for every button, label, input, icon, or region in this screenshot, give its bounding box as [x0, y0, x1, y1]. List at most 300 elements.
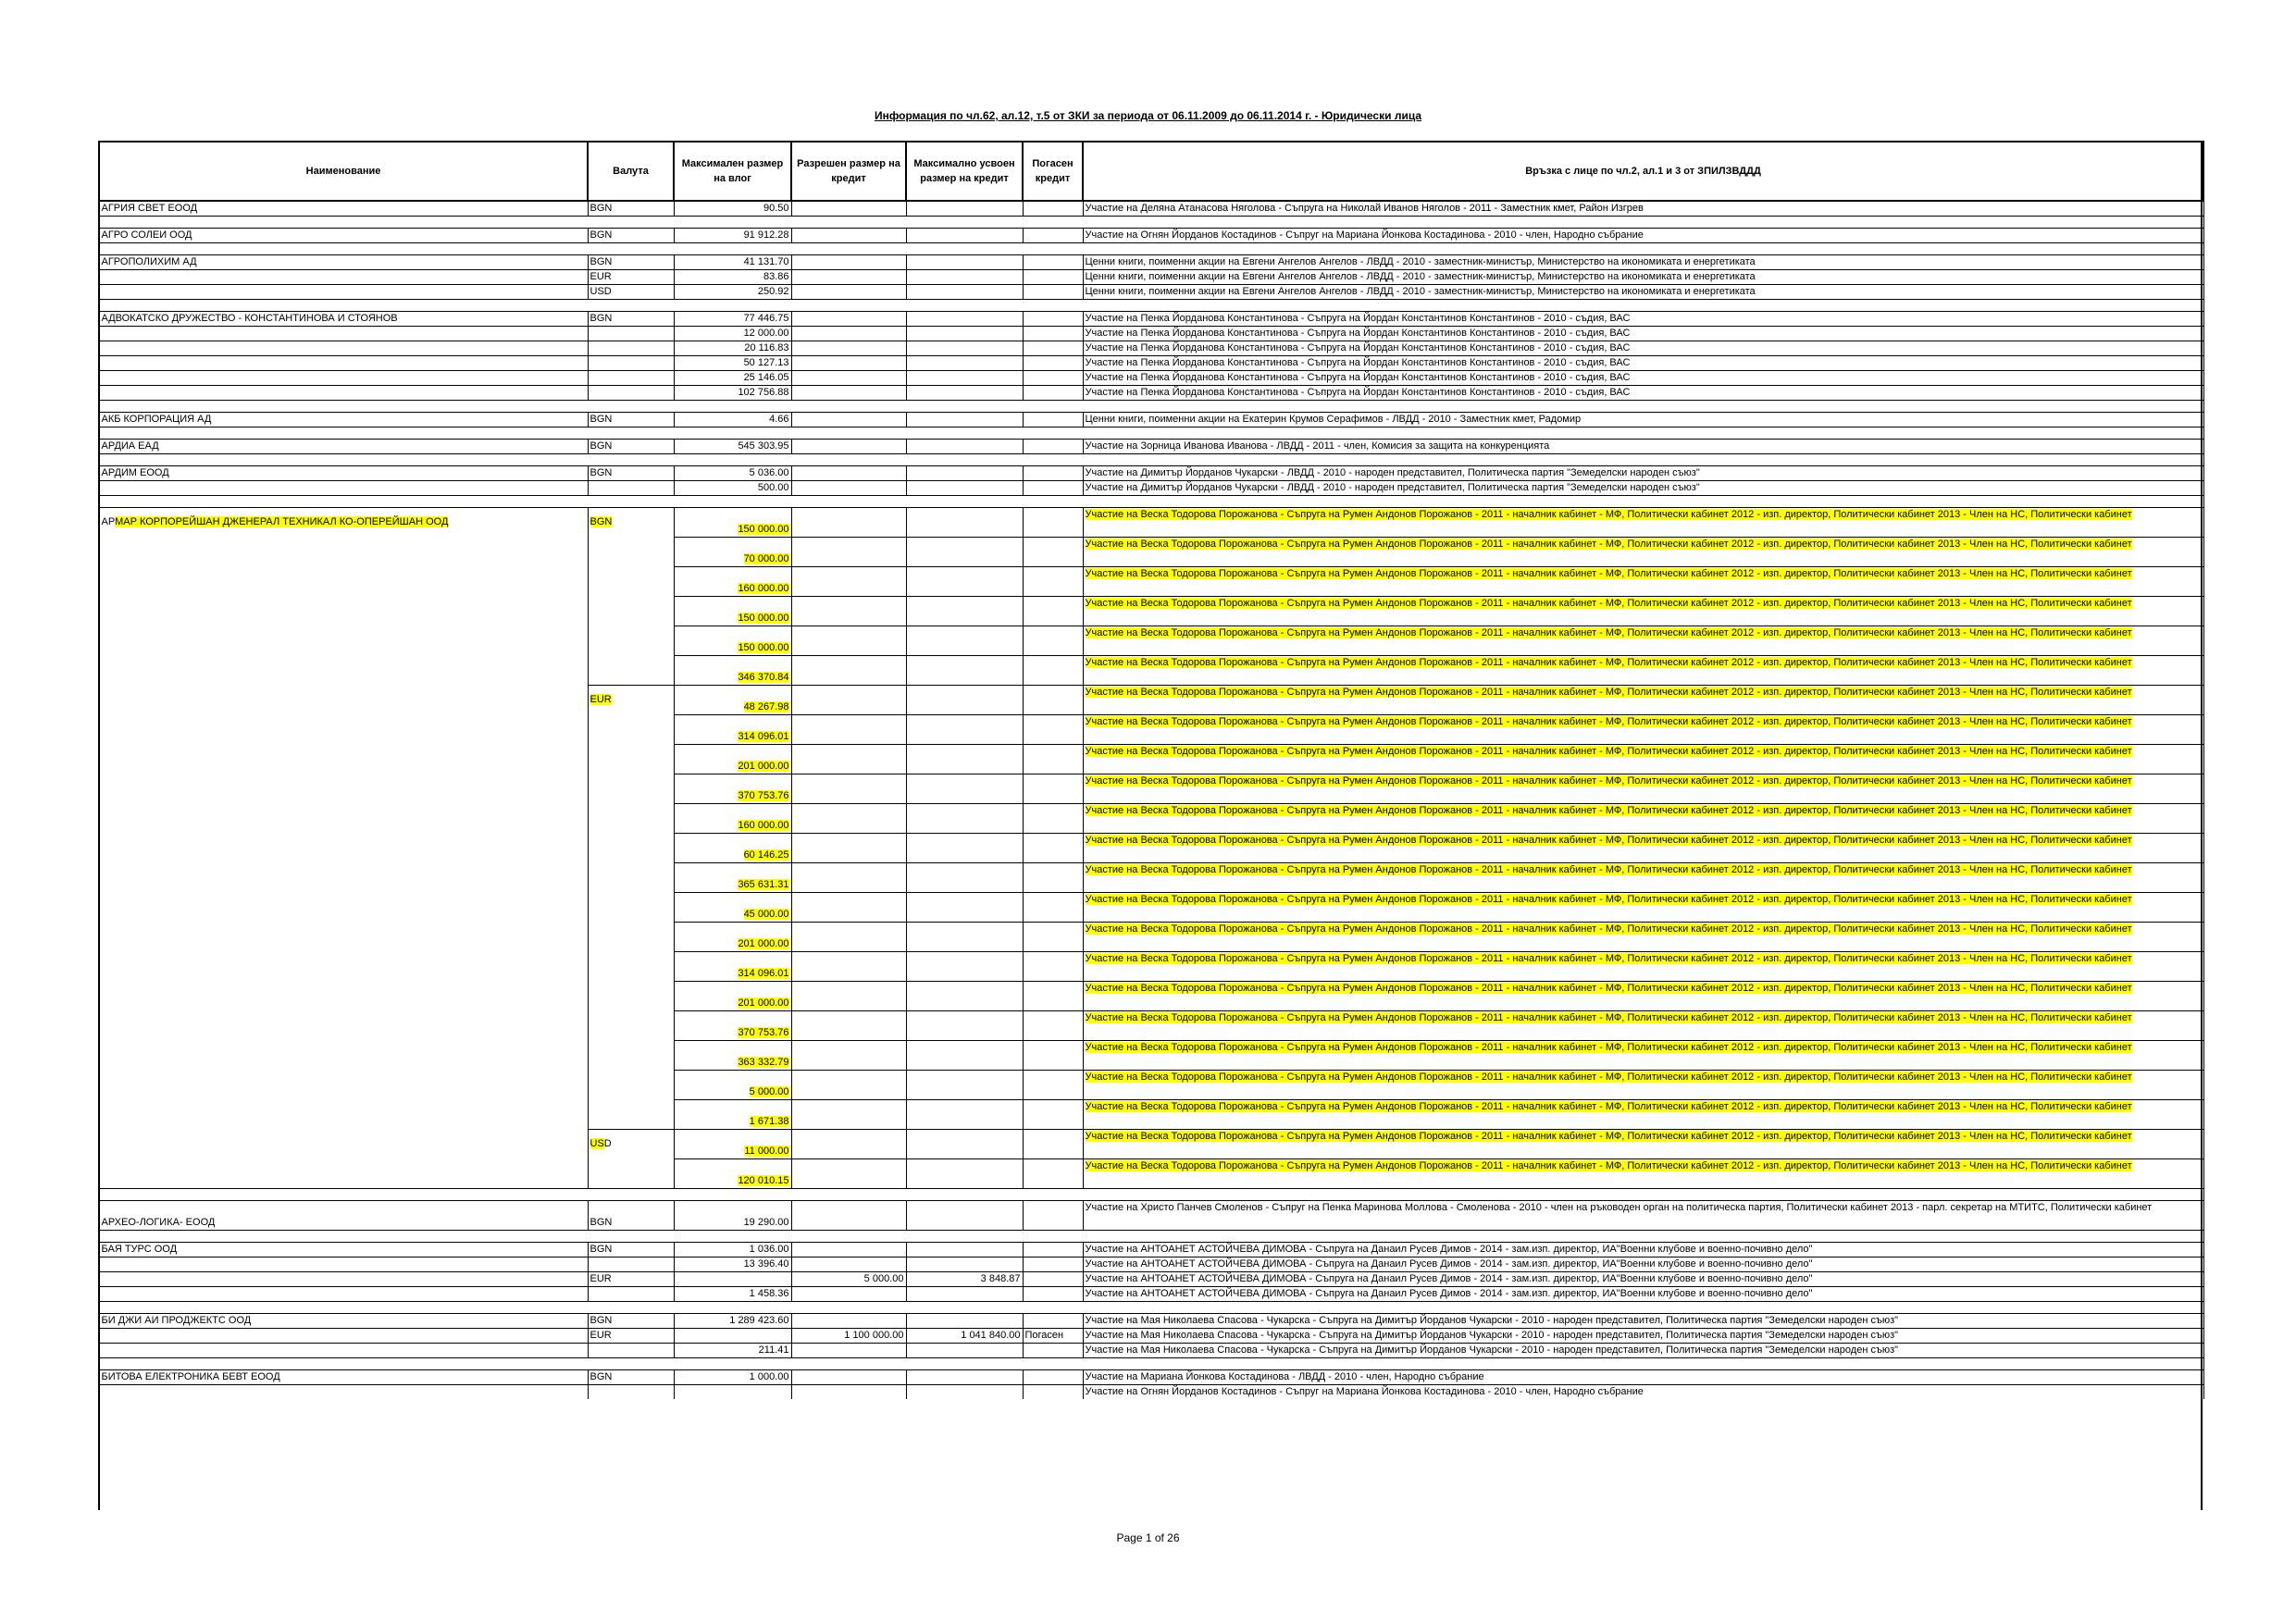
max-deposit-value: 201 000.00: [738, 761, 789, 772]
empty-cell: [791, 300, 906, 312]
relation-cell: [1083, 982, 2203, 1011]
empty-cell: [588, 217, 674, 229]
empty-cell: [791, 1302, 906, 1314]
currency-cell: [588, 1258, 674, 1272]
entity-name: [99, 1258, 588, 1272]
max-deposit-cell: [674, 863, 791, 893]
relation-text: Участие на Веска Тодорова Порожанова - Съпруга на Румен Андонов Порожанов - 2011 - началник кабинет - МФ, Политически кабинет 2012 - изп. директор, Политически кабинет 2013 - Член на НС, Политически кабинет: [1085, 1160, 2132, 1171]
currency-cell: EUR: [588, 270, 674, 285]
relation-cell: Участие на Мая Николаева Спасова - Чукарска - Съпруга на Димитър Йорданов Чукарски - 2010 - народен представител, Политическа партия "Земеделски народен съюз": [1083, 1344, 2203, 1358]
repaid-credit-cell: [1023, 201, 1083, 217]
allowed-credit-cell: [791, 201, 906, 217]
relation-text: Участие на Веска Тодорова Порожанова - Съпруга на Румен Андонов Порожанов - 2011 - началник кабинет - МФ, Политически кабинет 2012 - изп. директор, Политически кабинет 2013 - Член на НС, Политически кабинет: [1085, 835, 2132, 846]
empty-cell: [99, 427, 588, 440]
max-deposit-cell: 4.66: [674, 413, 791, 427]
allowed-credit-cell: [791, 466, 906, 481]
allowed-credit-cell: [791, 508, 906, 538]
table-row: [99, 1201, 2203, 1231]
max-deposit-value: 150 000.00: [738, 613, 789, 624]
allowed-credit-cell: [791, 312, 906, 327]
allowed-credit-cell: [791, 715, 906, 745]
repaid-credit-cell: [1023, 327, 1083, 341]
header-name: Наименование: [99, 142, 588, 201]
max-used-credit-cell: [906, 923, 1023, 952]
currency-cell: [588, 1344, 674, 1358]
repaid-credit-cell: [1023, 774, 1083, 804]
max-deposit-cell: 1 458.36: [674, 1287, 791, 1302]
max-used-credit-cell: [906, 1385, 1023, 1400]
max-used-credit-cell: [906, 1130, 1023, 1159]
relation-text: Участие на Веска Тодорова Порожанова - Съпруга на Румен Андонов Порожанов - 2011 - началник кабинет - МФ, Политически кабинет 2012 - изп. директор, Политически кабинет 2013 - Член на НС, Политически кабинет: [1085, 1131, 2132, 1142]
max-deposit-value: 11 000.00: [744, 1146, 789, 1157]
empty-cell: [791, 454, 906, 466]
empty-cell: [588, 1189, 674, 1201]
max-deposit-value: 365 631.31: [738, 879, 789, 890]
repaid-credit-cell: [1023, 597, 1083, 626]
relation-cell: Ценни книги, поименни акции на Екатерин Крумов Серафимов - ЛВДД - 2010 - Заместник кмет, Радомир: [1083, 413, 2203, 427]
max-deposit-cell: [674, 508, 791, 538]
header-currency: Валута: [588, 142, 674, 201]
repaid-credit-cell: [1023, 413, 1083, 427]
disclosure-table: [98, 141, 2204, 1399]
header-relation: Връзка с лице по чл.2, ал.1 и 3 от ЗПИЛЗВДДД: [1083, 142, 2203, 201]
allowed-credit-cell: [791, 982, 906, 1011]
max-deposit-cell: [674, 1041, 791, 1071]
relation-cell: Ценни книги, поименни акции на Евгени Ангелов Ангелов - ЛВДД - 2010 - заместник-министър, Министерство на икономиката и енергетиката: [1083, 255, 2203, 270]
allowed-credit-cell: [791, 1344, 906, 1358]
empty-cell: [1083, 454, 2203, 466]
table-row: [99, 508, 2203, 538]
max-used-credit-cell: [906, 686, 1023, 715]
empty-cell: [906, 401, 1023, 413]
allowed-credit-cell: [791, 1243, 906, 1258]
max-used-credit-cell: [906, 597, 1023, 626]
empty-cell: [791, 1231, 906, 1243]
repaid-credit-cell: [1023, 440, 1083, 454]
max-used-credit-cell: [906, 1370, 1023, 1385]
empty-cell: [588, 243, 674, 255]
table-row: [99, 1272, 2203, 1287]
currency-cell: BGN: [588, 229, 674, 243]
max-deposit-cell: [674, 952, 791, 982]
max-deposit-cell: 545 303.95: [674, 440, 791, 454]
max-used-credit-cell: [906, 982, 1023, 1011]
empty-cell: [906, 300, 1023, 312]
empty-cell: [99, 496, 588, 508]
repaid-credit-cell: [1023, 1159, 1083, 1189]
allowed-credit-cell: [791, 1159, 906, 1189]
max-deposit-cell: [674, 715, 791, 745]
entity-name: БИ ДЖИ АИ ПРОДЖЕКТС ООД: [99, 1314, 588, 1329]
entity-name: [99, 1344, 588, 1358]
empty-cell: [791, 401, 906, 413]
max-deposit-cell: [674, 1329, 791, 1344]
max-deposit-value: 201 000.00: [738, 938, 789, 949]
empty-cell: [906, 243, 1023, 255]
max-deposit-cell: [674, 923, 791, 952]
max-used-credit-cell: [906, 745, 1023, 774]
max-deposit-cell: [674, 1272, 791, 1287]
relation-text: Участие на Веска Тодорова Порожанова - Съпруга на Румен Андонов Порожанов - 2011 - началник кабинет - МФ, Политически кабинет 2012 - изп. директор, Политически кабинет 2013 - Член на НС, Политически кабинет: [1085, 894, 2132, 905]
relation-cell: Участие на Димитър Йорданов Чукарски - ЛВДД - 2010 - народен представител, Политическа партия "Земеделски народен съюз": [1083, 466, 2203, 481]
separator-row: [99, 1302, 2203, 1314]
empty-cell: [1023, 401, 1083, 413]
allowed-credit-cell: [791, 356, 906, 371]
empty-cell: [906, 1189, 1023, 1201]
repaid-credit-cell: [1023, 481, 1083, 496]
empty-cell: [99, 1302, 588, 1314]
table-row: [99, 229, 2203, 243]
table-row: [99, 270, 2203, 285]
max-used-credit-cell: [906, 386, 1023, 401]
max-deposit-cell: 102 756.88: [674, 386, 791, 401]
relation-text: Участие на Веска Тодорова Порожанова - Съпруга на Румен Андонов Порожанов - 2011 - началник кабинет - МФ, Политически кабинет 2012 - изп. директор, Политически кабинет 2013 - Член на НС, Политически кабинет: [1085, 509, 2132, 520]
max-deposit-cell: [674, 538, 791, 567]
table-row: [99, 386, 2203, 401]
relation-cell: Участие на АНТОАНЕТ АСТОЙЧЕВА ДИМОВА - Съпруга на Данаил Русев Димов - 2014 - зам.изп. директор, ИА"Военни клубове и военно-почивно дело": [1083, 1258, 2203, 1272]
relation-cell: Участие на Деляна Атанасова Няголова - Съпруга на Николай Иванов Няголов - 2011 - Заместник кмет, Район Изгрев: [1083, 201, 2203, 217]
table-row: [99, 356, 2203, 371]
currency-cell: [588, 508, 674, 686]
repaid-credit-cell: [1023, 626, 1083, 656]
repaid-credit-cell: [1023, 686, 1083, 715]
currency-cell: [588, 356, 674, 371]
max-used-credit-cell: [906, 356, 1023, 371]
max-used-credit-cell: [906, 952, 1023, 982]
allowed-credit-cell: [791, 386, 906, 401]
currency-cell: BGN: [588, 201, 674, 217]
max-used-credit-cell: [906, 285, 1023, 300]
empty-cell: [1023, 243, 1083, 255]
empty-cell: [674, 1358, 791, 1370]
relation-text: Участие на Веска Тодорова Порожанова - Съпруга на Румен Андонов Порожанов - 2011 - началник кабинет - МФ, Политически кабинет 2012 - изп. директор, Политически кабинет 2013 - Член на НС, Политически кабинет: [1085, 716, 2132, 727]
repaid-credit-cell: [1023, 1272, 1083, 1287]
max-used-credit-cell: 1 041 840.00: [906, 1329, 1023, 1344]
max-deposit-value: 363 332.79: [738, 1057, 789, 1068]
relation-text: Участие на Веска Тодорова Порожанова - Съпруга на Румен Андонов Порожанов - 2011 - началник кабинет - МФ, Политически кабинет 2012 - изп. директор, Политически кабинет 2013 - Член на НС, Политически кабинет: [1085, 923, 2132, 935]
currency-cell: [588, 327, 674, 341]
relation-cell: [1083, 1071, 2203, 1100]
max-deposit-value: 120 010.15: [738, 1175, 789, 1186]
currency-cell: BGN: [588, 1370, 674, 1385]
max-deposit-cell: [674, 834, 791, 863]
empty-cell: [674, 1302, 791, 1314]
relation-text: Участие на Веска Тодорова Порожанова - Съпруга на Румен Андонов Порожанов - 2011 - началник кабинет - МФ, Политически кабинет 2012 - изп. директор, Политически кабинет 2013 - Член на НС, Политически кабинет: [1085, 953, 2132, 964]
max-used-credit-cell: 3 848.87: [906, 1272, 1023, 1287]
max-deposit-cell: [674, 804, 791, 834]
table-row: [99, 327, 2203, 341]
relation-cell: Участие на Огнян Йорданов Костадинов - Съпруг на Мариана Йонкова Костадинова - 2010 - член, Народно събрание: [1083, 229, 2203, 243]
separator-row: [99, 217, 2203, 229]
relation-cell: Участие на Пенка Йорданова Константинова - Съпруга на Йордан Константинов Константинов - 2010 - съдия, ВАС: [1083, 341, 2203, 356]
relation-cell: [1083, 686, 2203, 715]
relation-cell: [1083, 1011, 2203, 1041]
table-row: [99, 312, 2203, 327]
relation-cell: Участие на АНТОАНЕТ АСТОЙЧЕВА ДИМОВА - Съпруга на Данаил Русев Димов - 2014 - зам.изп. директор, ИА"Военни клубове и военно-почивно дело": [1083, 1272, 2203, 1287]
max-used-credit-cell: [906, 656, 1023, 686]
max-deposit-cell: 19 290.00: [674, 1201, 791, 1231]
max-used-credit-cell: [906, 1287, 1023, 1302]
empty-cell: [1083, 1302, 2203, 1314]
page-number: Page 1 of 26: [1116, 1531, 1180, 1544]
separator-row: [99, 1189, 2203, 1201]
repaid-credit-cell: [1023, 312, 1083, 327]
max-deposit-value: 201 000.00: [738, 997, 789, 1009]
max-deposit-cell: [674, 1385, 791, 1400]
repaid-credit-cell: [1023, 1011, 1083, 1041]
allowed-credit-cell: [791, 1100, 906, 1130]
max-deposit-value: 160 000.00: [738, 820, 789, 831]
max-deposit-cell: 211.41: [674, 1344, 791, 1358]
repaid-credit-cell: [1023, 1243, 1083, 1258]
allowed-credit-cell: [791, 656, 906, 686]
max-deposit-cell: 1 036.00: [674, 1243, 791, 1258]
entity-name: [99, 1329, 588, 1344]
empty-cell: [791, 1358, 906, 1370]
repaid-credit-cell: [1023, 1344, 1083, 1358]
currency-cell: BGN: [588, 1314, 674, 1329]
max-deposit-cell: 91 912.28: [674, 229, 791, 243]
allowed-credit-cell: [791, 229, 906, 243]
relation-cell: [1083, 1100, 2203, 1130]
currency-cell: BGN: [588, 255, 674, 270]
max-deposit-cell: [674, 1100, 791, 1130]
max-deposit-value: 314 096.01: [738, 968, 789, 979]
allowed-credit-cell: [791, 1287, 906, 1302]
max-deposit-value: 45 000.00: [743, 909, 789, 920]
allowed-credit-cell: [791, 285, 906, 300]
empty-cell: [99, 217, 588, 229]
max-used-credit-cell: [906, 413, 1023, 427]
entity-name: [99, 508, 588, 1189]
allowed-credit-cell: [791, 1258, 906, 1272]
relation-text: Участие на Веска Тодорова Порожанова - Съпруга на Румен Андонов Порожанов - 2011 - началник кабинет - МФ, Политически кабинет 2012 - изп. директор, Политически кабинет 2013 - Член на НС, Политически кабинет: [1085, 568, 2132, 579]
separator-row: [99, 300, 2203, 312]
entity-name: [99, 341, 588, 356]
max-deposit-cell: 5 036.00: [674, 466, 791, 481]
relation-text: Участие на Веска Тодорова Порожанова - Съпруга на Румен Андонов Порожанов - 2011 - началник кабинет - МФ, Политически кабинет 2012 - изп. директор, Политически кабинет 2013 - Член на НС, Политически кабинет: [1085, 775, 2132, 787]
empty-cell: [674, 427, 791, 440]
empty-cell: [906, 427, 1023, 440]
max-used-credit-cell: [906, 1011, 1023, 1041]
relation-cell: [1083, 656, 2203, 686]
max-deposit-value: 160 000.00: [738, 583, 789, 594]
max-deposit-cell: [674, 1071, 791, 1100]
currency-cell: [588, 686, 674, 1130]
max-used-credit-cell: [906, 1071, 1023, 1100]
max-deposit-cell: [674, 1011, 791, 1041]
empty-cell: [791, 243, 906, 255]
currency-highlighted: US: [590, 1138, 604, 1149]
empty-cell: [1023, 300, 1083, 312]
max-deposit-cell: [674, 1130, 791, 1159]
repaid-credit-cell: [1023, 508, 1083, 538]
relation-cell: [1083, 597, 2203, 626]
empty-cell: [1083, 496, 2203, 508]
max-deposit-cell: 83.86: [674, 270, 791, 285]
max-deposit-cell: 12 000.00: [674, 327, 791, 341]
table-row: [99, 285, 2203, 300]
table-row: [99, 1329, 2203, 1344]
relation-cell: Ценни книги, поименни акции на Евгени Ангелов Ангелов - ЛВДД - 2010 - заместник-министър, Министерство на икономиката и енергетиката: [1083, 270, 2203, 285]
max-used-credit-cell: [906, 774, 1023, 804]
currency-cell: [588, 371, 674, 386]
allowed-credit-cell: [791, 371, 906, 386]
relation-text: Участие на Веска Тодорова Порожанова - Съпруга на Румен Андонов Порожанов - 2011 - началник кабинет - МФ, Политически кабинет 2012 - изп. директор, Политически кабинет 2013 - Член на НС, Политически кабинет: [1085, 1012, 2132, 1023]
table-row: [99, 1258, 2203, 1272]
relation-cell: Участие на Христо Панчев Смоленов - Съпруг на Пенка Маринова Моллова - Смоленова - 2010 - член на ръководен орган на политическа партия, Политически кабинет 2013 - парл. секретар на МТИТС, Политически кабинет: [1083, 1201, 2203, 1231]
max-deposit-cell: [674, 567, 791, 597]
max-deposit-value: 60 146.25: [743, 849, 789, 861]
relation-text: Участие на Веска Тодорова Порожанова - Съпруга на Румен Андонов Порожанов - 2011 - началник кабинет - МФ, Политически кабинет 2012 - изп. директор, Политически кабинет 2013 - Член на НС, Политически кабинет: [1085, 1101, 2132, 1112]
allowed-credit-cell: [791, 597, 906, 626]
empty-cell: [99, 243, 588, 255]
max-used-credit-cell: [906, 626, 1023, 656]
header-max-deposit: Максимален размер на влог: [674, 142, 791, 201]
repaid-credit-cell: [1023, 1370, 1083, 1385]
relation-cell: Участие на Огнян Йорданов Костадинов - Съпруг на Мариана Йонкова Костадинова - 2010 - член, Народно събрание: [1083, 1385, 2203, 1400]
empty-cell: [588, 401, 674, 413]
max-used-credit-cell: [906, 312, 1023, 327]
relation-cell: Участие на Димитър Йорданов Чукарски - ЛВДД - 2010 - народен представител, Политическа партия "Земеделски народен съюз": [1083, 481, 2203, 496]
max-used-credit-cell: [906, 1201, 1023, 1231]
max-deposit-value: 150 000.00: [738, 642, 789, 653]
table-row: [99, 371, 2203, 386]
allowed-credit-cell: [791, 923, 906, 952]
allowed-credit-cell: [791, 440, 906, 454]
allowed-credit-cell: [791, 413, 906, 427]
max-deposit-cell: [674, 1159, 791, 1189]
table-row: [99, 1370, 2203, 1385]
max-used-credit-cell: [906, 715, 1023, 745]
entity-name-highlighted: МАР КОРПОРЕЙШАН ДЖЕНЕРАЛ ТЕХНИКАЛ КО-ОПЕРЕЙШАН ООД: [115, 516, 449, 527]
relation-cell: [1083, 1041, 2203, 1071]
separator-row: [99, 1358, 2203, 1370]
empty-cell: [674, 401, 791, 413]
entity-name: [99, 270, 588, 285]
empty-cell: [674, 243, 791, 255]
empty-cell: [1023, 217, 1083, 229]
relation-cell: Участие на Пенка Йорданова Константинова - Съпруга на Йордан Константинов Константинов - 2010 - съдия, ВАС: [1083, 356, 2203, 371]
empty-cell: [99, 1189, 588, 1201]
allowed-credit-cell: [791, 834, 906, 863]
entity-name: АРДИА ЕАД: [99, 440, 588, 454]
repaid-credit-cell: [1023, 1287, 1083, 1302]
allowed-credit-cell: [791, 745, 906, 774]
currency-cell: BGN: [588, 466, 674, 481]
max-used-credit-cell: [906, 371, 1023, 386]
relation-text: Участие на Веска Тодорова Порожанова - Съпруга на Румен Андонов Порожанов - 2011 - началник кабинет - МФ, Политически кабинет 2012 - изп. директор, Политически кабинет 2013 - Член на НС, Политически кабинет: [1085, 1042, 2132, 1053]
empty-cell: [791, 427, 906, 440]
separator-row: [99, 401, 2203, 413]
currency-cell: [588, 1130, 674, 1189]
empty-cell: [906, 1302, 1023, 1314]
currency-cell: BGN: [588, 440, 674, 454]
empty-cell: [791, 496, 906, 508]
empty-cell: [906, 1358, 1023, 1370]
repaid-credit-cell: [1023, 567, 1083, 597]
max-deposit-value: 48 267.98: [743, 701, 789, 712]
repaid-credit-cell: [1023, 656, 1083, 686]
empty-cell: [674, 1189, 791, 1201]
relation-cell: [1083, 1159, 2203, 1189]
allowed-credit-cell: 1 100 000.00: [791, 1329, 906, 1344]
relation-cell: Участие на Мая Николаева Спасова - Чукарска - Съпруга на Димитър Йорданов Чукарски - 2010 - народен представител, Политическа партия "Земеделски народен съюз": [1083, 1329, 2203, 1344]
max-used-credit-cell: [906, 270, 1023, 285]
empty-cell: [1023, 1189, 1083, 1201]
entity-name: [99, 481, 588, 496]
max-deposit-cell: 50 127.13: [674, 356, 791, 371]
entity-name: АКБ КОРПОРАЦИЯ АД: [99, 413, 588, 427]
relation-cell: [1083, 1130, 2203, 1159]
currency-cell: BGN: [588, 312, 674, 327]
empty-cell: [674, 217, 791, 229]
empty-cell: [588, 1231, 674, 1243]
repaid-credit-cell: [1023, 982, 1083, 1011]
max-deposit-cell: [674, 656, 791, 686]
currency-cell: BGN: [588, 1243, 674, 1258]
allowed-credit-cell: [791, 255, 906, 270]
repaid-credit-cell: [1023, 1041, 1083, 1071]
max-deposit-cell: 1 000.00: [674, 1370, 791, 1385]
relation-text: Участие на Веска Тодорова Порожанова - Съпруга на Румен Андонов Порожанов - 2011 - началник кабинет - МФ, Политически кабинет 2012 - изп. директор, Политически кабинет 2013 - Член на НС, Политически кабинет: [1085, 627, 2132, 638]
allowed-credit-cell: [791, 481, 906, 496]
max-deposit-cell: 13 396.40: [674, 1258, 791, 1272]
table-row: [99, 481, 2203, 496]
max-deposit-cell: 90.50: [674, 201, 791, 217]
allowed-credit-cell: [791, 1370, 906, 1385]
header-max-used-credit: Максимално усвоен размер на кредит: [906, 142, 1023, 201]
max-deposit-cell: [674, 686, 791, 715]
separator-row: [99, 1231, 2203, 1243]
max-used-credit-cell: [906, 1243, 1023, 1258]
repaid-credit-cell: [1023, 1314, 1083, 1329]
empty-cell: [1083, 217, 2203, 229]
allowed-credit-cell: [791, 804, 906, 834]
separator-row: [99, 243, 2203, 255]
empty-cell: [99, 1358, 588, 1370]
max-deposit-cell: [674, 745, 791, 774]
relation-text: Участие на Веска Тодорова Порожанова - Съпруга на Румен Андонов Порожанов - 2011 - началник кабинет - МФ, Политически кабинет 2012 - изп. директор, Политически кабинет 2013 - Член на НС, Политически кабинет: [1085, 1072, 2132, 1083]
relation-text: Участие на Веска Тодорова Порожанова - Съпруга на Румен Андонов Порожанов - 2011 - началник кабинет - МФ, Политически кабинет 2012 - изп. директор, Политически кабинет 2013 - Член на НС, Политически кабинет: [1085, 805, 2132, 816]
empty-cell: [1023, 1231, 1083, 1243]
allowed-credit-cell: [791, 1041, 906, 1071]
allowed-credit-cell: [791, 1201, 906, 1231]
relation-cell: Участие на Мая Николаева Спасова - Чукарска - Съпруга на Димитър Йорданов Чукарски - 2010 - народен представител, Политическа партия "Земеделски народен съюз": [1083, 1314, 2203, 1329]
currency-rest: D: [603, 1138, 612, 1149]
max-deposit-value: 5 000.00: [749, 1086, 789, 1097]
currency-cell: [588, 341, 674, 356]
allowed-credit-cell: 5 000.00: [791, 1272, 906, 1287]
allowed-credit-cell: [791, 1130, 906, 1159]
max-used-credit-cell: [906, 341, 1023, 356]
empty-cell: [588, 1358, 674, 1370]
max-used-credit-cell: [906, 466, 1023, 481]
max-deposit-cell: 25 146.05: [674, 371, 791, 386]
entity-name-prefix: АР: [101, 516, 116, 527]
empty-cell: [674, 300, 791, 312]
relation-cell: [1083, 923, 2203, 952]
allowed-credit-cell: [791, 863, 906, 893]
empty-cell: [99, 401, 588, 413]
allowed-credit-cell: [791, 1071, 906, 1100]
table-row: [99, 466, 2203, 481]
allowed-credit-cell: [791, 341, 906, 356]
relation-text: Участие на Веска Тодорова Порожанова - Съпруга на Румен Андонов Порожанов - 2011 - началник кабинет - МФ, Политически кабинет 2012 - изп. директор, Политически кабинет 2013 - Член на НС, Политически кабинет: [1085, 864, 2132, 875]
max-used-credit-cell: [906, 481, 1023, 496]
relation-cell: Участие на АНТОАНЕТ АСТОЙЧЕВА ДИМОВА - Съпруга на Данаил Русев Димов - 2014 - зам.изп. директор, ИА"Военни клубове и военно-почивно дело": [1083, 1243, 2203, 1258]
repaid-credit-cell: [1023, 863, 1083, 893]
